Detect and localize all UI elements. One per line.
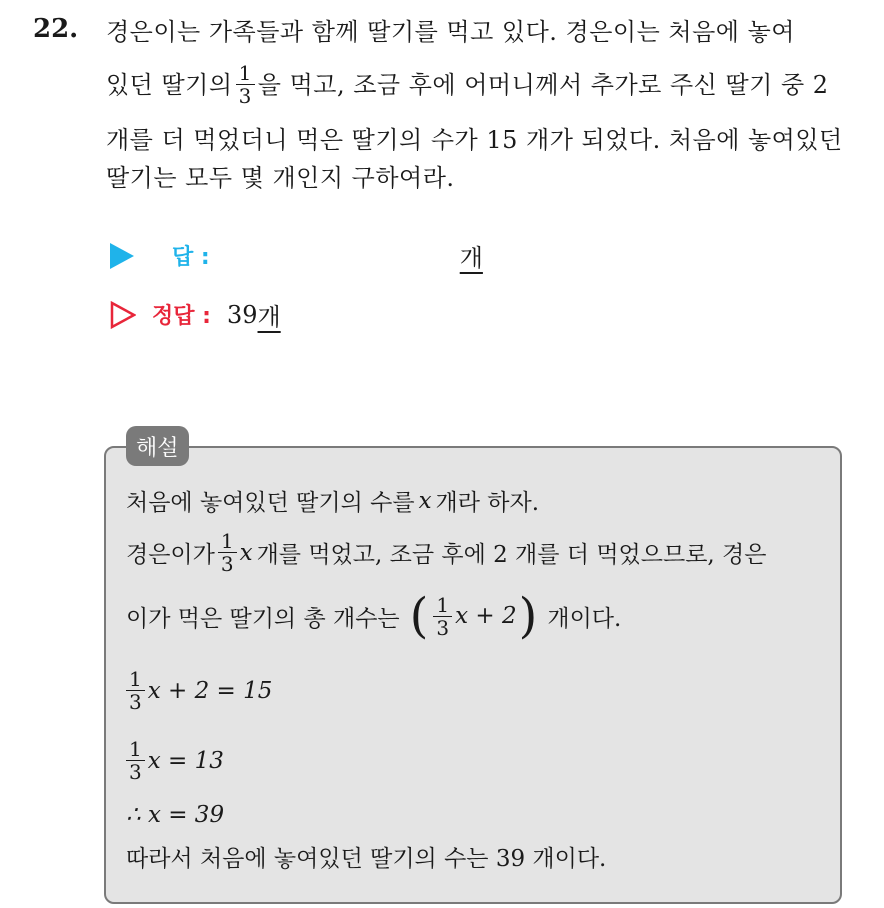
fraction-denominator: 3 — [220, 552, 234, 576]
problem-line-1: 경은이는 가족들과 함께 딸기를 먹고 있다. 경은이는 처음에 놓여 — [106, 18, 795, 46]
expression: x + 2 — [455, 603, 517, 629]
variable-x: x — [239, 539, 253, 566]
solution-line-3 — [126, 588, 622, 644]
solution-line-1-pre: 처음에 놓여있던 딸기의 수를 — [126, 490, 415, 516]
problem-line-4: 딸기는 모두 몇 개인지 구하여라. — [106, 164, 455, 192]
correct-answer-row — [110, 297, 281, 332]
outline-triangle-icon — [110, 301, 136, 329]
answer-row — [110, 238, 483, 273]
problem-line-2-post: 을 먹고, 조금 후에 어머니께서 추가로 주신 딸기 중 2 — [257, 70, 829, 99]
problem-number: 22. — [33, 14, 79, 44]
fraction-denominator: 3 — [436, 615, 450, 640]
fraction-numerator: 1 — [218, 530, 237, 553]
answer-label: 답 : — [172, 245, 210, 270]
fraction-one-third — [126, 738, 145, 783]
solution-line-2-pre: 경은이가 — [126, 542, 215, 568]
left-paren: ( — [409, 588, 429, 644]
fraction-numerator: 1 — [126, 738, 145, 761]
fraction-numerator: 1 — [433, 594, 452, 617]
fraction-one-third — [236, 62, 255, 107]
right-paren: ) — [518, 588, 538, 644]
equation-1 — [126, 668, 272, 713]
solution-line-3-post: 개이다. — [547, 605, 622, 632]
problem-line-2-pre: 있던 딸기의 — [106, 70, 233, 99]
equation-2-expr: x = 13 — [147, 747, 224, 774]
fraction-one-third — [126, 668, 145, 713]
play-triangle-icon — [110, 243, 134, 269]
solution-line-1-post: 개라 하자. — [435, 490, 540, 516]
fraction-numerator: 1 — [236, 62, 255, 85]
solution-conclusion: 따라서 처음에 놓여있던 딸기의 수는 39 개이다. — [126, 846, 607, 872]
fraction-numerator: 1 — [126, 668, 145, 691]
fraction-denominator: 3 — [129, 690, 142, 714]
correct-answer-value: 39 — [226, 300, 258, 329]
equation-1-expr: x + 2 = 15 — [147, 677, 273, 704]
equation-2 — [126, 738, 224, 783]
fraction-one-third — [433, 594, 452, 639]
equation-3: ∴ x = 39 — [126, 802, 225, 828]
correct-answer-label: 정답 : — [152, 304, 211, 329]
fraction-one-third — [218, 530, 237, 575]
problem-line-3: 개를 더 먹었더니 먹은 딸기의 수가 15 개가 되었다. 처음에 놓여있던 — [106, 126, 843, 154]
solution-line-2 — [126, 530, 766, 575]
solution-line-2-post: 개를 먹었고, 조금 후에 2 개를 더 먹었으므로, 경은 — [256, 542, 767, 568]
fraction-denominator: 3 — [129, 760, 142, 784]
variable-x: x — [418, 487, 432, 514]
problem-line-2 — [106, 62, 829, 107]
answer-unit: 개 — [459, 244, 483, 272]
correct-answer-unit: 개 — [257, 303, 281, 331]
solution-line-3-pre: 이가 먹은 딸기의 총 개수는 — [126, 605, 400, 632]
solution-tab: 해설 — [126, 426, 189, 466]
solution-line-1 — [126, 484, 539, 517]
fraction-denominator: 3 — [238, 84, 252, 108]
